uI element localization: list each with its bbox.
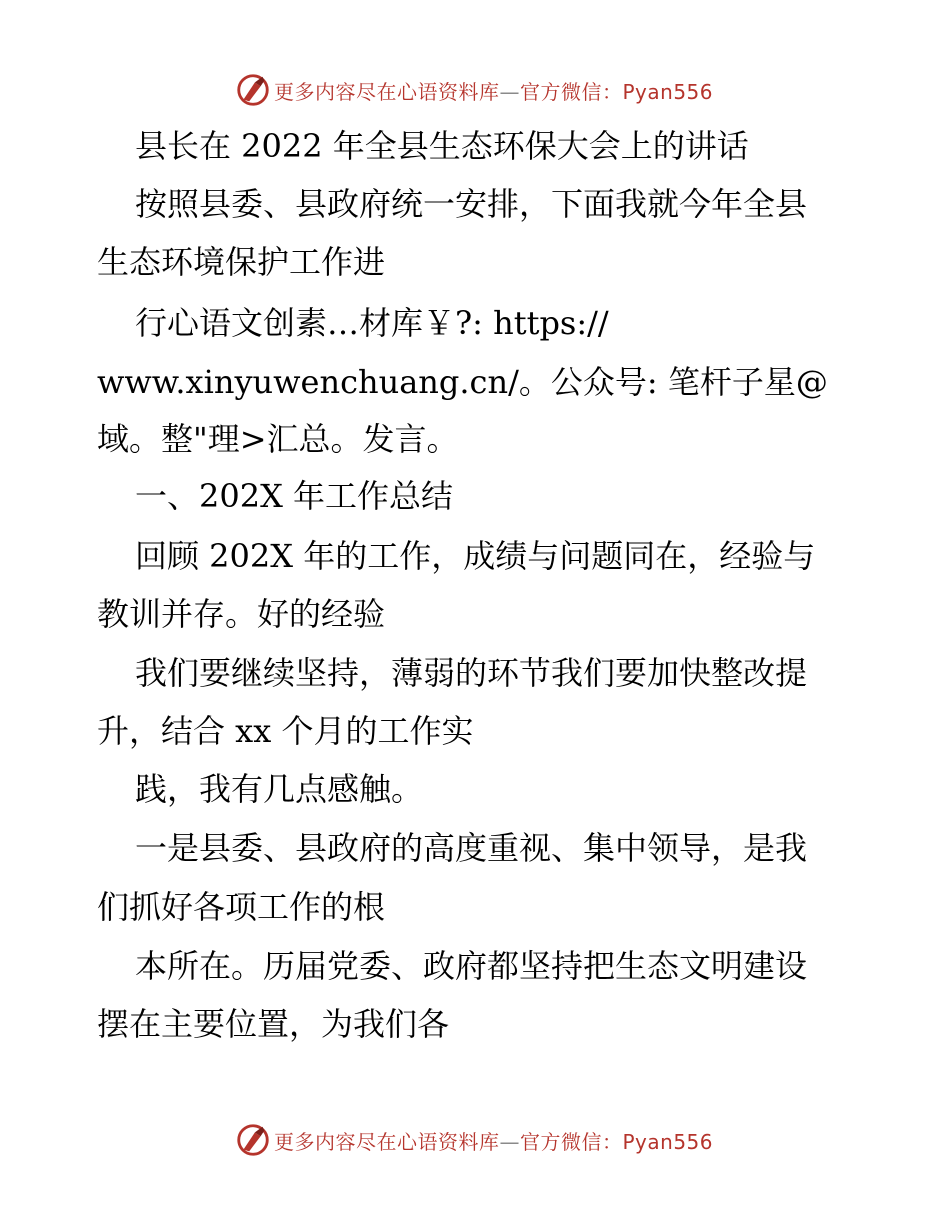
doc-line: 教训并存。好的经验 — [97, 595, 386, 633]
doc-line: 们抓好各项工作的根 — [97, 888, 386, 926]
banner-wechat-id: Pyan556 — [622, 1129, 714, 1154]
banner-text — [274, 1126, 713, 1155]
doc-line: www.xinyuwenchuang.cn/。公众号: 笔杆子星@ — [97, 363, 828, 401]
doc-line: 一是县委、县政府的高度重视、集中领导，是我 — [135, 829, 808, 867]
doc-line: 本所在。历届党委、政府都坚持把生态文明建设 — [135, 947, 808, 985]
doc-line: 生态环境保护工作进 — [97, 243, 386, 281]
doc-heading: 一、202X 年工作总结 — [135, 477, 454, 515]
banner-separator: — — [499, 79, 520, 104]
banner-text — [274, 76, 713, 105]
doc-line: 行心语文创素…材库￥?: https:// — [135, 304, 609, 342]
banner-main-text: 更多内容尽在心语资料库 — [274, 1129, 500, 1154]
doc-line: 践，我有几点感触。 — [135, 770, 424, 808]
doc-line: 按照县委、县政府统一安排，下面我就今年全县 — [135, 185, 808, 223]
footer-banner — [0, 1118, 950, 1162]
doc-line: 我们要继续坚持，薄弱的环节我们要加快整改提 — [135, 654, 808, 692]
header-banner — [0, 68, 950, 112]
doc-line: 回顾 202X 年的工作，成绩与问题同在，经验与 — [135, 537, 816, 575]
banner-main-text: 更多内容尽在心语资料库 — [274, 79, 500, 104]
banner-wechat-label: 官方微信： — [520, 79, 623, 104]
pen-nib-circle-icon — [234, 71, 272, 109]
pen-nib-circle-icon — [234, 1121, 272, 1159]
doc-line: 摆在主要位置，为我们各 — [97, 1005, 450, 1043]
doc-line: 域。整"理>汇总。发言。 — [97, 420, 459, 458]
banner-separator: — — [499, 1129, 520, 1154]
banner-wechat-id: Pyan556 — [622, 79, 714, 104]
doc-line: 升，结合 xx 个月的工作实 — [97, 712, 474, 750]
doc-title: 县长在 2022 年全县生态环保大会上的讲话 — [135, 127, 749, 165]
banner-wechat-label: 官方微信： — [520, 1129, 623, 1154]
